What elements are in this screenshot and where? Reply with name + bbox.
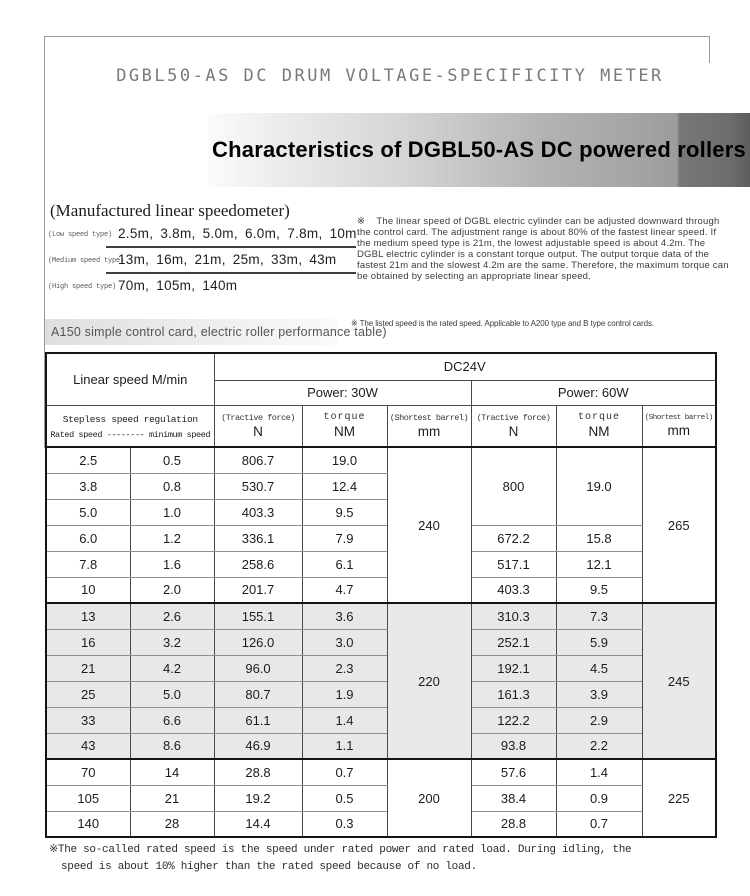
cell-nm-30w: 0.7 <box>302 759 387 785</box>
cell-rated: 33 <box>46 707 130 733</box>
cell-n-60w: 93.8 <box>471 733 556 759</box>
cell-n-30w: 61.1 <box>214 707 302 733</box>
cell-n-60w: 38.4 <box>471 785 556 811</box>
cell-min: 21 <box>130 785 214 811</box>
cell-n-60w: 57.6 <box>471 759 556 785</box>
cell-barrel-30w: 220 <box>387 603 471 759</box>
header-stepless-line1: Stepless speed regulation <box>62 413 198 425</box>
cell-min: 0.8 <box>130 473 214 499</box>
cell-rated: 105 <box>46 785 130 811</box>
speed-row-low <box>48 226 368 248</box>
cell-nm-30w: 2.3 <box>302 655 387 681</box>
table-row <box>46 811 716 837</box>
cell-n-30w: 403.3 <box>214 499 302 525</box>
cell-rated: 21 <box>46 655 130 681</box>
cell-n-30w: 14.4 <box>214 811 302 837</box>
cell-min: 1.2 <box>130 525 214 551</box>
cell-n-30w: 530.7 <box>214 473 302 499</box>
header-power-60w: Power: 60W <box>471 380 716 405</box>
cell-nm-60w: 19.0 <box>556 447 642 525</box>
cell-min: 0.5 <box>130 447 214 473</box>
tractive-force-label: (Tractive force) <box>476 412 551 423</box>
header-row-units <box>46 405 716 447</box>
shortest-barrel-label: (Shortest barrel) <box>389 412 469 423</box>
table-row <box>46 629 716 655</box>
speed-row-high-values: 70m, 105m, 140m <box>118 278 238 293</box>
divider-line <box>106 272 356 274</box>
header-barrel-30w <box>387 405 471 447</box>
cell-nm-30w: 3.0 <box>302 629 387 655</box>
cell-nm-60w: 15.8 <box>556 525 642 551</box>
header-power-30w: Power: 30W <box>214 380 471 405</box>
cell-rated: 25 <box>46 681 130 707</box>
speed-row-low-label: (Low speed type) <box>48 231 113 239</box>
cell-n-60w: 252.1 <box>471 629 556 655</box>
cell-n-30w: 46.9 <box>214 733 302 759</box>
footer-note-line1: ※The so-called rated speed is the speed under rated power and rated load. During idling, the <box>49 844 632 856</box>
note-speed-adjustment: ※ The linear speed of DGBL electric cylinder can be adjusted downward through the control card. The adjustment range is about 80% of the fastest linear speed. If the medium speed type is 21m, the lowest adjustable speed is about 4.2m. The DGBL electric cylinder is a constant torque output. The output torque data of the fastest 21m and the slowest 4.2m are the same. Therefore, the maximum torque can be obtained by selecting an appropriate linear speed. <box>357 216 732 282</box>
cell-nm-60w: 1.4 <box>556 759 642 785</box>
cell-rated: 5.0 <box>46 499 130 525</box>
cell-min: 28 <box>130 811 214 837</box>
cell-nm-60w: 0.7 <box>556 811 642 837</box>
cell-min: 6.6 <box>130 707 214 733</box>
banner-title: Characteristics of DGBL50-AS DC powered rollers <box>212 137 746 162</box>
torque-unit: NM <box>588 424 610 440</box>
note-rated-speed: ※ The listed speed is the rated speed. Applicable to A200 type and B type control cards. <box>351 318 654 328</box>
speed-row-medium-label: (Medium speed type) <box>48 257 125 265</box>
table-row <box>46 551 716 577</box>
control-card-bar-text: A150 simple control card, electric roller performance table) <box>51 325 387 339</box>
cell-n-60w: 161.3 <box>471 681 556 707</box>
cell-nm-60w: 2.2 <box>556 733 642 759</box>
cell-nm-60w: 5.9 <box>556 629 642 655</box>
cell-nm-30w: 0.3 <box>302 811 387 837</box>
shortest-barrel-unit: mm <box>417 423 441 439</box>
shortest-barrel-unit: mm <box>667 422 690 438</box>
header-row-voltage <box>46 353 716 380</box>
document-title: DGBL50-AS DC DRUM VOLTAGE-SPECIFICITY METER <box>116 66 664 86</box>
table-row <box>46 733 716 759</box>
footer-note-line2: speed is about 10% higher than the rated speed because of no load. <box>61 860 477 873</box>
cell-n-30w: 126.0 <box>214 629 302 655</box>
table-row <box>46 525 716 551</box>
header-barrel-60w <box>642 405 716 447</box>
performance-table <box>45 352 717 838</box>
cell-nm-30w: 19.0 <box>302 447 387 473</box>
cell-nm-60w: 2.9 <box>556 707 642 733</box>
cell-n-30w: 155.1 <box>214 603 302 629</box>
table-row <box>46 577 716 603</box>
frame-top-line <box>44 36 710 37</box>
header-tractive-60w <box>471 405 556 447</box>
cell-barrel-60w: 245 <box>642 603 716 759</box>
cell-rated: 13 <box>46 603 130 629</box>
cell-min: 14 <box>130 759 214 785</box>
cell-n-30w: 336.1 <box>214 525 302 551</box>
speed-row-low-values: 2.5m, 3.8m, 5.0m, 6.0m, 7.8m, 10m <box>118 226 357 241</box>
cell-nm-30w: 3.6 <box>302 603 387 629</box>
cell-nm-30w: 1.9 <box>302 681 387 707</box>
speed-row-high <box>48 278 368 300</box>
cell-rated: 70 <box>46 759 130 785</box>
cell-nm-30w: 6.1 <box>302 551 387 577</box>
table-row <box>46 759 716 785</box>
header-torque-60w <box>556 405 642 447</box>
cell-n-60w: 800 <box>471 447 556 525</box>
shortest-barrel-label: (Shortest barrel) <box>644 413 713 422</box>
torque-unit: NM <box>334 424 355 440</box>
cell-n-30w: 258.6 <box>214 551 302 577</box>
cell-nm-30w: 1.4 <box>302 707 387 733</box>
cell-nm-30w: 9.5 <box>302 499 387 525</box>
cell-rated: 140 <box>46 811 130 837</box>
banner <box>208 113 750 187</box>
cell-min: 8.6 <box>130 733 214 759</box>
cell-rated: 16 <box>46 629 130 655</box>
cell-nm-30w: 0.5 <box>302 785 387 811</box>
header-stepless-line2: Rated speed -------- minimum speed <box>50 429 211 440</box>
header-linear-speed: Linear speed M/min <box>46 353 214 405</box>
cell-nm-60w: 3.9 <box>556 681 642 707</box>
cell-n-60w: 517.1 <box>471 551 556 577</box>
header-stepless <box>46 405 214 447</box>
cell-nm-30w: 7.9 <box>302 525 387 551</box>
torque-label: torque <box>323 412 366 424</box>
cell-n-30w: 28.8 <box>214 759 302 785</box>
cell-n-60w: 192.1 <box>471 655 556 681</box>
cell-rated: 7.8 <box>46 551 130 577</box>
cell-nm-30w: 12.4 <box>302 473 387 499</box>
tractive-force-unit: N <box>508 423 519 439</box>
control-card-bar <box>45 319 387 345</box>
header-torque-30w <box>302 405 387 447</box>
speed-row-medium <box>48 252 368 274</box>
cell-n-30w: 96.0 <box>214 655 302 681</box>
speedometer-heading: (Manufactured linear speedometer) <box>50 201 290 220</box>
table-row <box>46 707 716 733</box>
header-voltage: DC24V <box>214 353 716 380</box>
speed-row-high-label: (High speed type) <box>48 283 117 291</box>
cell-n-60w: 122.2 <box>471 707 556 733</box>
torque-label: torque <box>577 412 620 424</box>
table-row <box>46 603 716 629</box>
divider-line <box>106 246 356 248</box>
cell-min: 5.0 <box>130 681 214 707</box>
cell-rated: 10 <box>46 577 130 603</box>
table-row <box>46 681 716 707</box>
cell-n-30w: 806.7 <box>214 447 302 473</box>
tractive-force-unit: N <box>253 423 263 439</box>
header-tractive-30w <box>214 405 302 447</box>
cell-n-60w: 310.3 <box>471 603 556 629</box>
footer-note <box>49 842 631 875</box>
cell-nm-60w: 0.9 <box>556 785 642 811</box>
cell-n-30w: 201.7 <box>214 577 302 603</box>
table-row <box>46 785 716 811</box>
cell-barrel-30w: 240 <box>387 447 471 603</box>
cell-min: 3.2 <box>130 629 214 655</box>
cell-rated: 3.8 <box>46 473 130 499</box>
table-row <box>46 447 716 473</box>
tractive-force-label: (Tractive force) <box>221 412 295 423</box>
cell-nm-60w: 7.3 <box>556 603 642 629</box>
cell-rated: 6.0 <box>46 525 130 551</box>
cell-nm-60w: 4.5 <box>556 655 642 681</box>
speed-row-medium-values: 13m, 16m, 21m, 25m, 33m, 43m <box>118 252 337 267</box>
cell-nm-30w: 1.1 <box>302 733 387 759</box>
cell-barrel-30w: 200 <box>387 759 471 837</box>
cell-n-30w: 19.2 <box>214 785 302 811</box>
cell-rated: 2.5 <box>46 447 130 473</box>
cell-min: 4.2 <box>130 655 214 681</box>
cell-min: 2.0 <box>130 577 214 603</box>
cell-nm-60w: 12.1 <box>556 551 642 577</box>
cell-min: 1.6 <box>130 551 214 577</box>
table-row <box>46 655 716 681</box>
cell-min: 2.6 <box>130 603 214 629</box>
cell-nm-30w: 4.7 <box>302 577 387 603</box>
cell-nm-60w: 9.5 <box>556 577 642 603</box>
cell-n-60w: 672.2 <box>471 525 556 551</box>
performance-table-wrap <box>45 352 717 838</box>
frame-right-line <box>709 36 710 63</box>
cell-n-60w: 403.3 <box>471 577 556 603</box>
cell-barrel-60w: 265 <box>642 447 716 603</box>
cell-barrel-60w: 225 <box>642 759 716 837</box>
cell-min: 1.0 <box>130 499 214 525</box>
cell-rated: 43 <box>46 733 130 759</box>
cell-n-30w: 80.7 <box>214 681 302 707</box>
cell-n-60w: 28.8 <box>471 811 556 837</box>
